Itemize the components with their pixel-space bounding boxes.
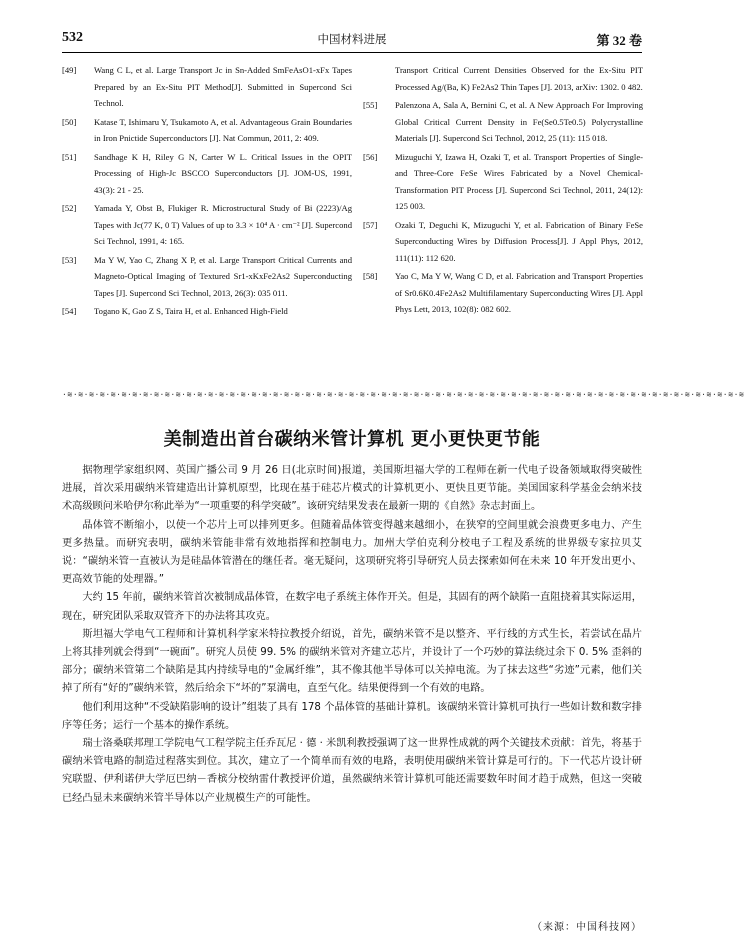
reference-item (62, 114, 352, 147)
reference-number: [55] (363, 100, 378, 110)
reference-item (62, 149, 352, 199)
article-paragraph: 据物理学家组织网、英国广播公司 9 月 26 日(北京时间)报道，美国斯坦福大学的工程师在新一代电子设备领域取得突破性进展，首次采用碳纳米管建造出计算机原型，比现在基于硅芯片模式的计算机更小、更快且更节能。美国国家科学基金会纳米技术高级顾问米哈伊尔称此举为“一项重要的科学突破”。该研究结果发表在最新一期的《自然》杂志封面上。 (62, 465, 642, 513)
reference-text: Palenzona A, Sala A, Bernini C, et al. A New Approach For Improving Global Critical Current Density in Fe(Se0.5Te0.5) Polycrystalline Materials [J]. Supercond Sci Technol, 2012, 25 (11): 115 018. (395, 100, 643, 143)
reference-item (363, 268, 643, 318)
reference-number: [57] (363, 219, 378, 230)
reference-number: [51] (62, 151, 77, 162)
article-title: 美制造出首台碳纳米管计算机 更小更快更节能 (163, 429, 541, 450)
header-rule (62, 52, 642, 53)
reference-item (62, 252, 352, 302)
reference-number: [54] (62, 306, 77, 316)
reference-text: Ma Y W, Yao C, Zhang X P, et al. Large Transport Critical Currents and Magneto-Optical Imaging of Textured Sr1-xKxFe2As2 Superconducting Tapes [J]. Supercond Sci Technol, 2013, 26(3): 035 011. (94, 254, 352, 298)
reference-item (62, 303, 352, 320)
reference-text: Togano K, Gao Z S, Taira H, et al. Enhanced High-Field (94, 306, 288, 316)
reference-number: [52] (62, 203, 77, 213)
references-right-column (363, 62, 643, 320)
reference-number: [50] (62, 116, 77, 127)
reference-item (363, 149, 643, 215)
reference-number: [58] (363, 271, 378, 281)
reference-number: [49] (62, 65, 77, 75)
reference-item (62, 62, 352, 112)
article-source: （来源：中国科技网） (532, 922, 642, 933)
reference-item (363, 217, 643, 267)
reference-text: Transport Critical Current Densities Observed for the Ex-Situ PIT Processed Ag/(Ba, K) Fe2As2 Thin Tapes [J]. 2013, arXiv: 1302. 0 482. (395, 65, 643, 92)
references-left-column (62, 62, 352, 322)
reference-number: [53] (62, 254, 77, 265)
reference-text: Katase T, Ishimaru Y, Tsukamoto A, et al. Advantageous Grain Boundaries in Iron Pnictide Superconductors [J]. Nat Commun, 2011, 2: 409. (94, 116, 352, 143)
article-body (62, 462, 642, 808)
reference-text: Ozaki T, Deguchi K, Mizuguchi Y, et al. Fabrication of Binary FeSe Superconducting Wires by Diffusion Process[J]. J Appl Phys, 2012, 111(11): 112 620. (395, 219, 643, 263)
page-number: 532 (62, 30, 83, 45)
reference-item (62, 200, 352, 250)
reference-text: Sandhage K H, Riley G N, Carter W L. Critical Issues in the OPIT Processing of High-Jc BSCCO Superconductors [J]. JOM-US, 1991, 43(3): 21 - 25. (94, 151, 352, 195)
reference-number: [56] (363, 151, 378, 162)
reference-text: Yamada Y, Obst B, Flukiger R. Microstructural Study of Bi (2223)/Ag Tapes with Jc(77 K, 0 T) Values of up to 3.3 × 10⁴ A · cm⁻² [J]. Supercond Sci Technol, 1991, 4: 165. (94, 203, 352, 246)
article-paragraph: 大约 15 年前，碳纳米管首次被制成晶体管，在数字电子系统主体作开关。但是，其固有的两个缺陷一直阻挠着其实际运用，现在，研究团队采取双管齐下的办法将其攻克。 (62, 592, 642, 622)
reference-item (363, 97, 643, 147)
article-paragraph: 他们利用这种“不受缺陷影响的设计”组装了具有 178 个晶体管的基础计算机。该碳纳米管计算机可执行一些如计数和数字排序等任务；运行一个基本的操作系统。 (62, 701, 642, 731)
article-paragraph: 晶体管不断缩小，以使一个芯片上可以排列更多。但随着晶体管变得越来越细小，在狭窄的空间里就会浪费更多电力、产生更多热量。而研究表明，碳纳米管能非常有效地指挥和控制电力。加州大学伯克利分校电子工程及系统的世界级专家拉贝艾说：“碳纳米管一直被认为是硅晶体管潜在的继任者。毫无疑问，这项研究将引导研究人员去探索如何在未来 10 年开发出更小、更高效节能的处理器。” (62, 519, 642, 586)
reference-text: Mizuguchi Y, Izawa H, Ozaki T, et al. Transport Properties of Single-and Three-Core FeSe Wires Fabricated by a Novel Chemical-Transformation PIT Process [J]. Supercond Sci Technol, 2011, 24(12): 125 003. (395, 151, 643, 211)
page-header (62, 30, 642, 48)
volume-label: 第 32 卷 (596, 33, 642, 48)
section-divider: ·≋·≋·≋·≋·≋·≋·≋·≋·≋·≋·≋·≋·≋·≋·≋·≋·≋·≋·≋·≋·≋·≋·≋·≋·≋·≋·≋·≋·≋·≋·≋·≋·≋·≋·≋·≋·≋·≋·≋·≋·≋·≋·≋·≋·≋·≋·≋·≋·≋·≋·≋·≋·≋·≋·≋·≋·≋·≋·≋·≋·≋·≋·≋ (62, 390, 744, 399)
article-paragraph: 斯坦福大学电气工程师和计算机科学家米特拉教授介绍说，首先，碳纳米管不是以整齐、平行线的方式生长，若尝试在晶片上将其排列就会得到“一碗面”。研究人员使 99. 5% 的碳纳米管对齐建立芯片，并设计了一个巧妙的算法绕过余下 0. 5% 歪斜的部分；碳纳米管第二个缺陷是其内持续导电的“金属纤维”，其不像其他半导体可以关掉电流。为了抹去这些“劣迹”元素，他们关掉了所有“好的”碳纳米管，然后给余下“坏的”泵满电，直至气化。结果便得到一个有效的电路。 (62, 628, 642, 695)
reference-text: Wang C L, et al. Large Transport Jc in Sn-Added SmFeAsO1-xFx Tapes Prepared by an Ex-Situ PIT Method[J]. Submitted in Supercond Sci Technol. (94, 65, 352, 108)
reference-text: Yao C, Ma Y W, Wang C D, et al. Fabrication and Transport Properties of Sr0.6K0.4Fe2As2 Multifilamentary Superconducting Wires [J]. Appl Phys Lett, 2013, 102(8): 082 602. (395, 271, 643, 314)
reference-item (363, 62, 643, 95)
journal-name: 中国材料进展 (317, 34, 387, 46)
article-paragraph: 瑞士洛桑联邦理工学院电气工程学院主任乔瓦尼 · 德 · 米凯利教授强调了这一世界性成就的两个关键技术贡献：首先，将基于碳纳米管电路的制造过程落实到位。其次，建立了一个简单而有效的电路，表明使用碳纳米管计算是可行的。下一代芯片设计研究联盟、伊利诺伊大学厄巴纳－香槟分校纳雷什教授评价道，虽然碳纳米管计算机可能还需要数年时间才趋于成熟，但这一突破已经凸显未来碳纳米管半导体以产业规模生产的可能性。 (62, 738, 642, 804)
